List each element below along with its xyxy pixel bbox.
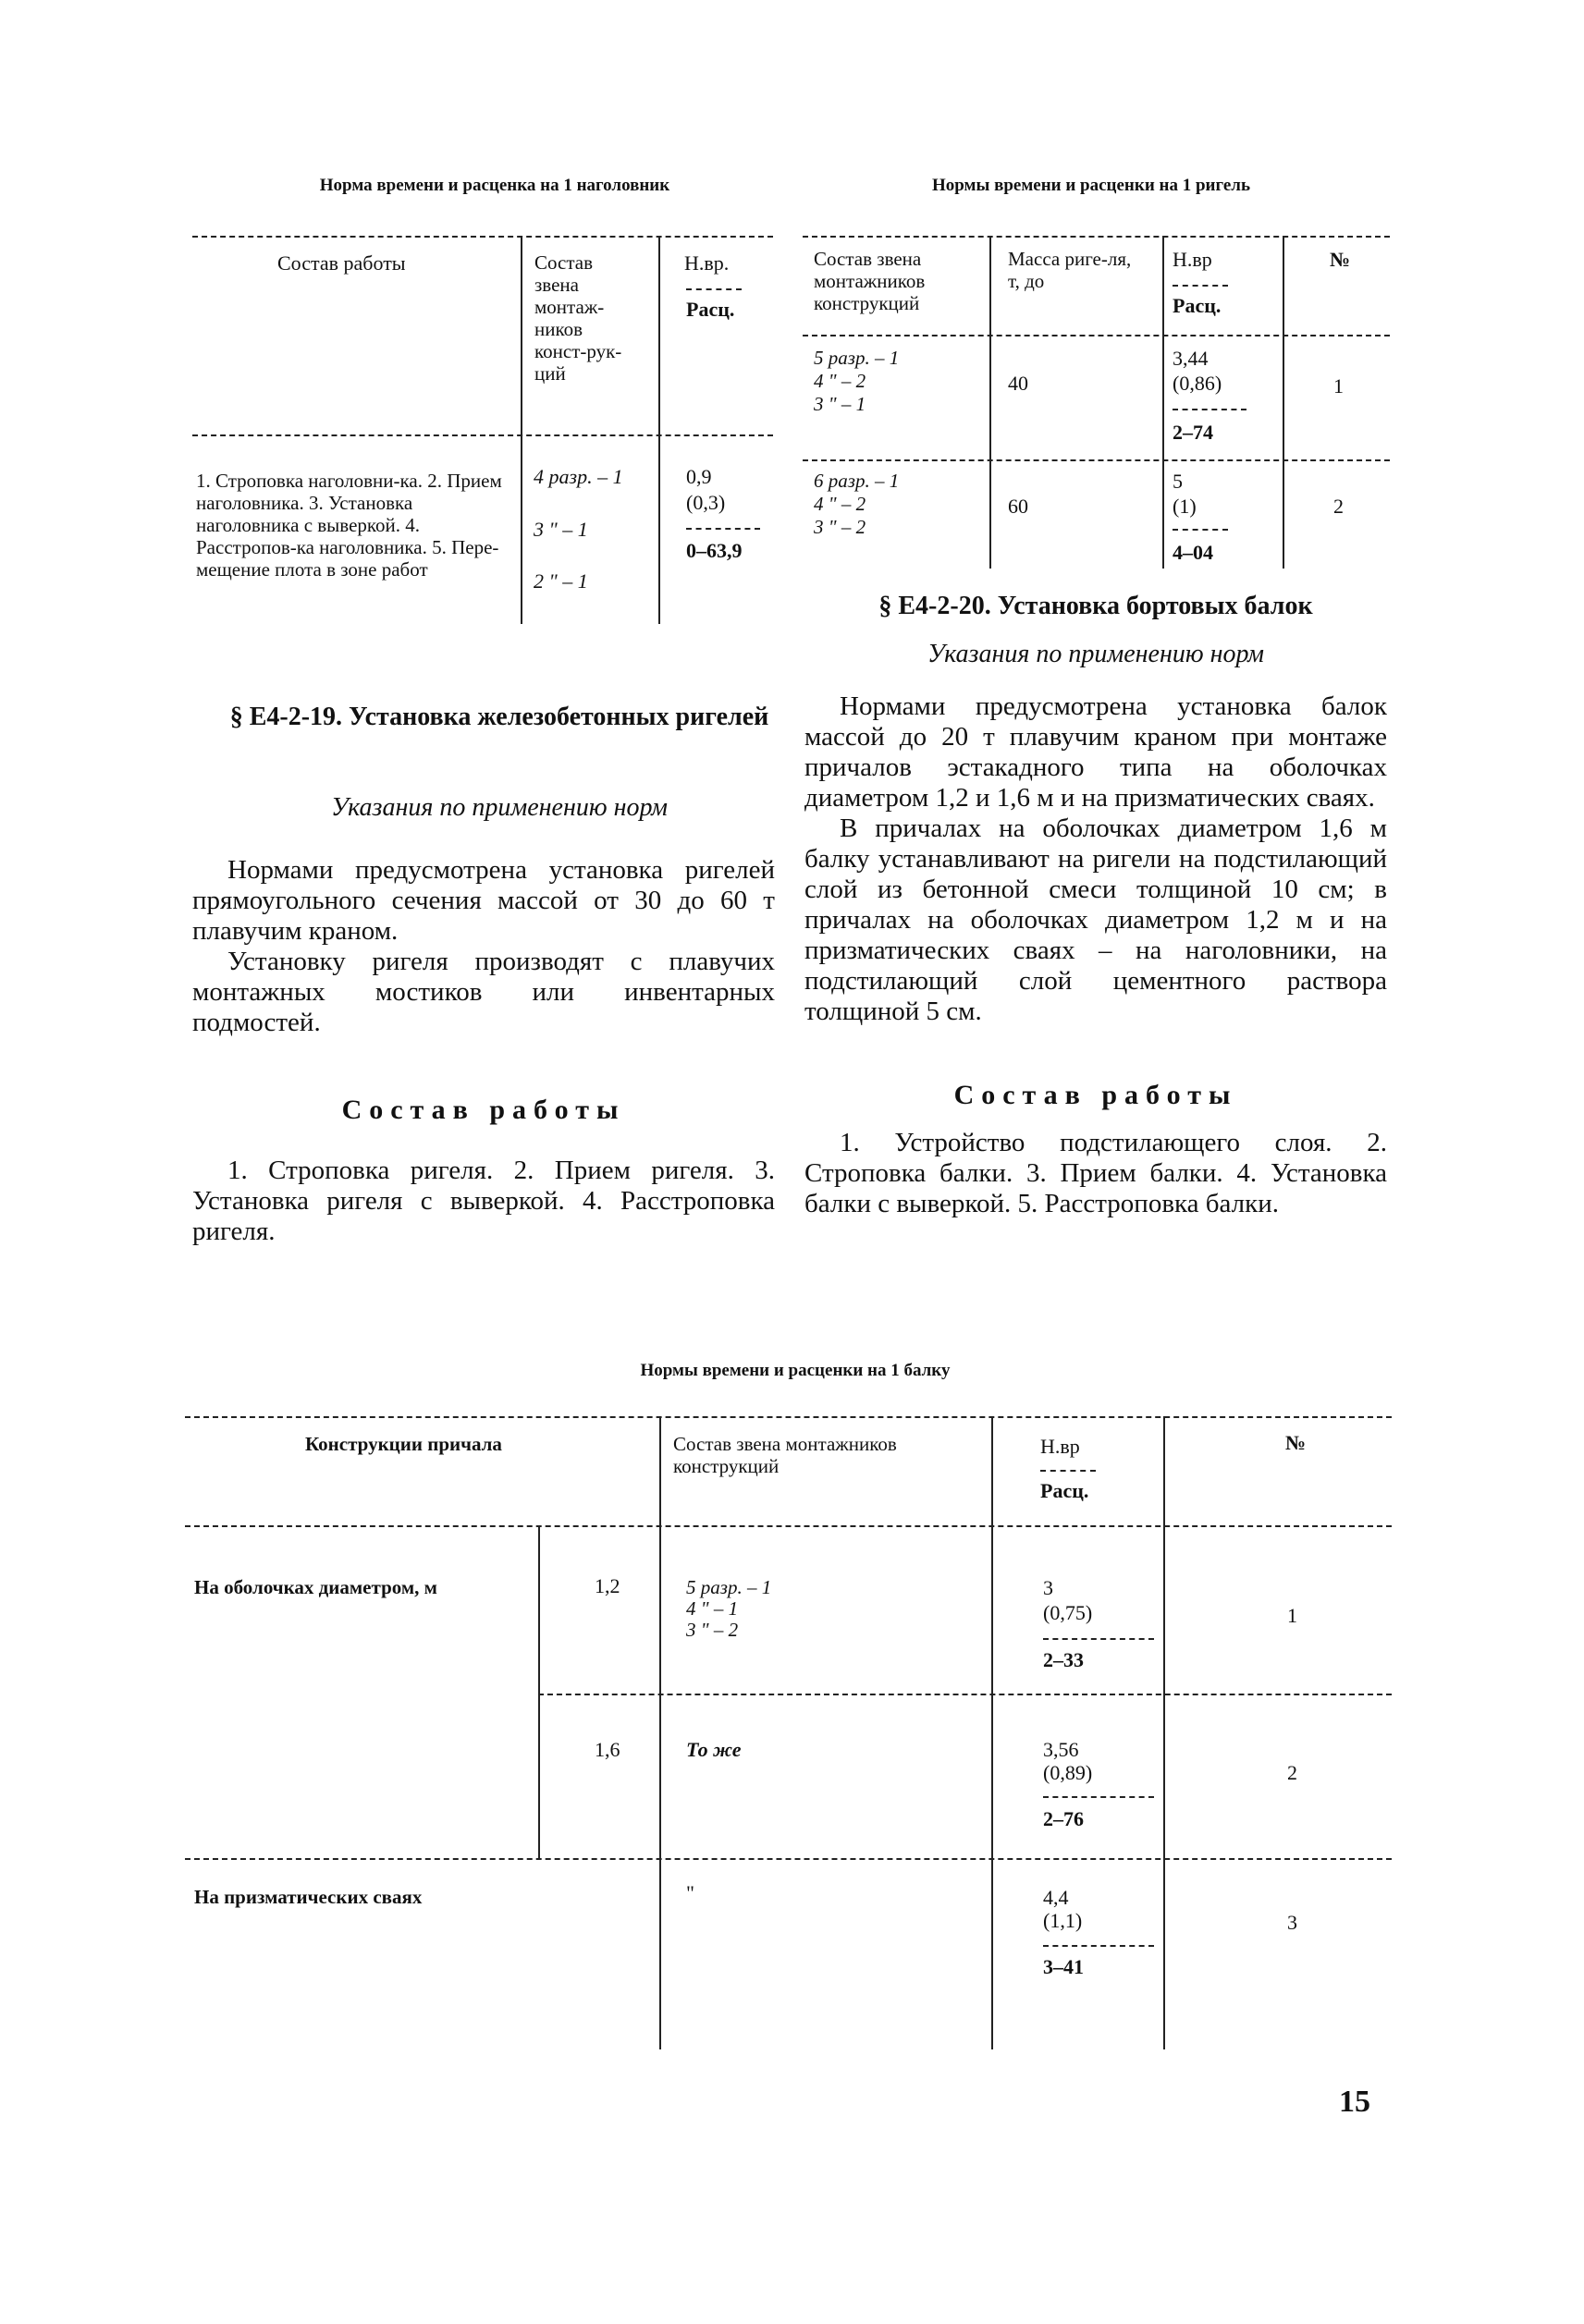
table3-row2-rule: [185, 1858, 1392, 1860]
table2-row2-num: 2: [1333, 495, 1344, 518]
table3-col-divider-3: [1163, 1416, 1165, 2049]
section19-paragraph-1: Нормами предусмотрена установка ригелей прямоугольного сечения массой от 30 до 60 т плавучим краном.: [192, 855, 775, 946]
table3-header-constr: Конструкции причала: [305, 1433, 502, 1455]
table1-col-divider-1: [521, 236, 522, 624]
table3-row1-nvr: 3: [1043, 1576, 1053, 1599]
table1-row-nvr: 0,9: [686, 465, 712, 488]
table3-row1-nvr-paren: (0,75): [1043, 1601, 1093, 1624]
table3-size-divider: [538, 1525, 540, 1858]
table1-header-rasc: Расц.: [686, 298, 735, 321]
table3-row1-crew-3: 3 " – 2: [686, 1619, 739, 1641]
table3-header-crew: Состав звена монтажников конструкций: [673, 1433, 897, 1477]
table3-header-nvr: Н.вр: [1040, 1435, 1080, 1458]
table3-row2-nvr: 3,56: [1043, 1738, 1079, 1761]
section19-work-title: Состав работы: [341, 1095, 626, 1125]
table3-top-rule: [185, 1416, 1392, 1418]
table1-row-work: 1. Строповка наголовни-ка. 2. Прием наголовника. 3. Установка наголовника с выверкой. 4. Расстропов-ка наголовника. 5. Пере-мещение плота в зоне работ: [196, 470, 502, 581]
table1-header-nvr: Н.вр.: [684, 251, 730, 275]
table3-row3-num: 3: [1287, 1911, 1297, 1934]
table3-header-rasc: Расц.: [1040, 1479, 1089, 1502]
table3-row1-crew-2: 4 " – 1: [686, 1597, 739, 1620]
table2-col-divider-2: [1162, 236, 1164, 569]
table3-row2-rasc: 2–76: [1043, 1807, 1084, 1830]
table2-header-num: №: [1330, 248, 1351, 271]
table2-row1-rasc: 2–74: [1173, 421, 1213, 444]
table2-row2-crew-1: 6 разр. – 1: [814, 470, 900, 492]
table3-header-rule: [185, 1525, 1392, 1527]
section19-paragraph-2: Установку ригеля производят с плавучих монтажных мостиков или инвентарных подмостей.: [192, 947, 775, 1037]
table2-header-nvr: Н.вр: [1173, 248, 1212, 271]
table3-row1-constr: На оболочках диаметром, м: [194, 1576, 437, 1598]
table2-row1-nvr: 3,44: [1173, 347, 1209, 370]
table3-row3-rasc: 3–41: [1043, 1955, 1084, 1978]
table1-row-crew-3: 2 " – 1: [534, 569, 588, 593]
table2-row2-crew-3: 3 " – 2: [814, 516, 866, 538]
table1-header-rule: [192, 434, 773, 436]
table3-row2-crew: То же: [686, 1738, 742, 1761]
table3-row3-crew: ": [686, 1881, 694, 1904]
table2-col-divider-1: [989, 236, 991, 569]
table2-row1-mass: 40: [1008, 372, 1028, 395]
section20-title: § Е4-2-20. Установка бортовых балок: [878, 592, 1313, 620]
table3-row1-rasc: 2–33: [1043, 1648, 1084, 1671]
table3-header-num: №: [1285, 1431, 1307, 1454]
table3-row1-size: 1,2: [595, 1574, 620, 1597]
section20-work-body: [804, 1128, 1387, 1219]
table2-row2-nvr-paren: (1): [1173, 495, 1197, 518]
table3-row2-num: 2: [1287, 1761, 1297, 1784]
table1-caption: Норма времени и расценка на 1 наголовник: [319, 176, 670, 195]
table3-row1-crew-1: 5 разр. – 1: [686, 1576, 772, 1598]
table2-top-rule: [803, 236, 1390, 238]
table2-row1-crew-3: 3 " – 1: [814, 393, 866, 415]
table2-caption: Нормы времени и расценки на 1 ригель: [931, 176, 1250, 195]
section20-paragraph-2: В причалах на оболочках диаметром 1,6 м балку устанавливают на ригели на подстилающий слой из бетонной смеси толщиной 10 см; в причалах на оболочках диаметром 1,2 м и на призматических сваях – на наголовники, на подстилающий слой цементного раствора толщиной 5 см.: [804, 813, 1387, 1026]
table3-row2-size: 1,6: [595, 1738, 620, 1761]
table2-row1-num: 1: [1333, 374, 1344, 398]
table2-row-rule: [803, 459, 1390, 461]
table1-row-crew-2: 3 " – 1: [534, 518, 588, 541]
section20-work-text: 1. Устройство подстилающего слоя. 2. Строповка балки. 3. Прием балки. 4. Установка балки с выверкой. 5. Расстроповка балки.: [804, 1128, 1387, 1218]
table1-row-crew-1: 4 разр. – 1: [534, 465, 623, 488]
table2-col-divider-3: [1283, 236, 1284, 569]
table3-row3-nvr-paren: (1,1): [1043, 1909, 1083, 1932]
section20-subtitle: Указания по применению норм: [927, 640, 1264, 668]
table2-row2-rasc: 4–04: [1173, 541, 1213, 564]
table1-header-frac-rule: [686, 288, 742, 290]
table1-row-frac-rule: [686, 528, 760, 530]
table3-col-divider-1: [659, 1416, 661, 2049]
table3-row3-nvr: 4,4: [1043, 1886, 1069, 1909]
section20-paragraph-1: Нормами предусмотрена установка балок массой до 20 т плавучим краном при монтаже причалов эстакадного типа на оболочках диаметром 1,2 и 1,6 м и на призматических сваях.: [804, 691, 1387, 813]
table1-top-rule: [192, 236, 773, 238]
table2-row1-nvr-paren: (0,86): [1173, 372, 1222, 395]
section19-work-body: [192, 1156, 775, 1247]
table3-col-divider-2: [991, 1416, 993, 2049]
table2-row2-crew-2: 4 " – 2: [814, 493, 866, 515]
table2-row2-mass: 60: [1008, 495, 1028, 518]
table1-col-divider-2: [658, 236, 660, 624]
table2-row2-nvr: 5: [1173, 470, 1183, 493]
table2-row1-crew-2: 4 " – 2: [814, 370, 866, 392]
table3-row2-frac-rule: [1043, 1796, 1154, 1798]
table3-row1-rule: [538, 1694, 1392, 1695]
table3-header-frac-rule: [1040, 1470, 1096, 1472]
section20-body: [804, 691, 1387, 1027]
table1-header-work: Состав работы: [277, 251, 406, 275]
section20-work-title: Состав работы: [953, 1080, 1238, 1110]
section19-title: § Е4-2-19. Установка железобетонных ригелей: [229, 703, 769, 731]
table2-header-rule: [803, 335, 1390, 336]
table3-row1-frac-rule: [1043, 1638, 1154, 1640]
table1-header-crew: Состав звена монтаж-ников конст-рук-ций: [534, 251, 622, 385]
table3-row3-constr: На призматических сваях: [194, 1886, 423, 1908]
table2-header-mass: Масса риге-ля, т, до: [1008, 248, 1132, 292]
table2-header-rasc: Расц.: [1173, 294, 1222, 317]
table1-row-rasc: 0–63,9: [686, 539, 743, 562]
table2-header-crew: Состав звена монтажников конструкций: [814, 248, 926, 314]
table2-row1-frac-rule: [1173, 409, 1246, 410]
page-number: 15: [1339, 2085, 1370, 2119]
table3-row1-num: 1: [1287, 1604, 1297, 1627]
table3-row3-frac-rule: [1043, 1945, 1154, 1947]
table3-caption: Нормы времени и расценки на 1 балку: [640, 1361, 951, 1380]
section19-subtitle: Указания по применению норм: [331, 793, 668, 822]
table3-row2-nvr-paren: (0,89): [1043, 1761, 1093, 1784]
table2-header-frac-rule: [1173, 285, 1228, 287]
table1-row-nvr-paren: (0,3): [686, 491, 726, 514]
table2-row1-crew-1: 5 разр. – 1: [814, 347, 900, 369]
section19-work-text: 1. Строповка ригеля. 2. Прием ригеля. 3. Установка ригеля с выверкой. 4. Расстроповка ригеля.: [192, 1156, 775, 1246]
section19-body: [192, 855, 775, 1038]
table2-row2-frac-rule: [1173, 529, 1228, 531]
